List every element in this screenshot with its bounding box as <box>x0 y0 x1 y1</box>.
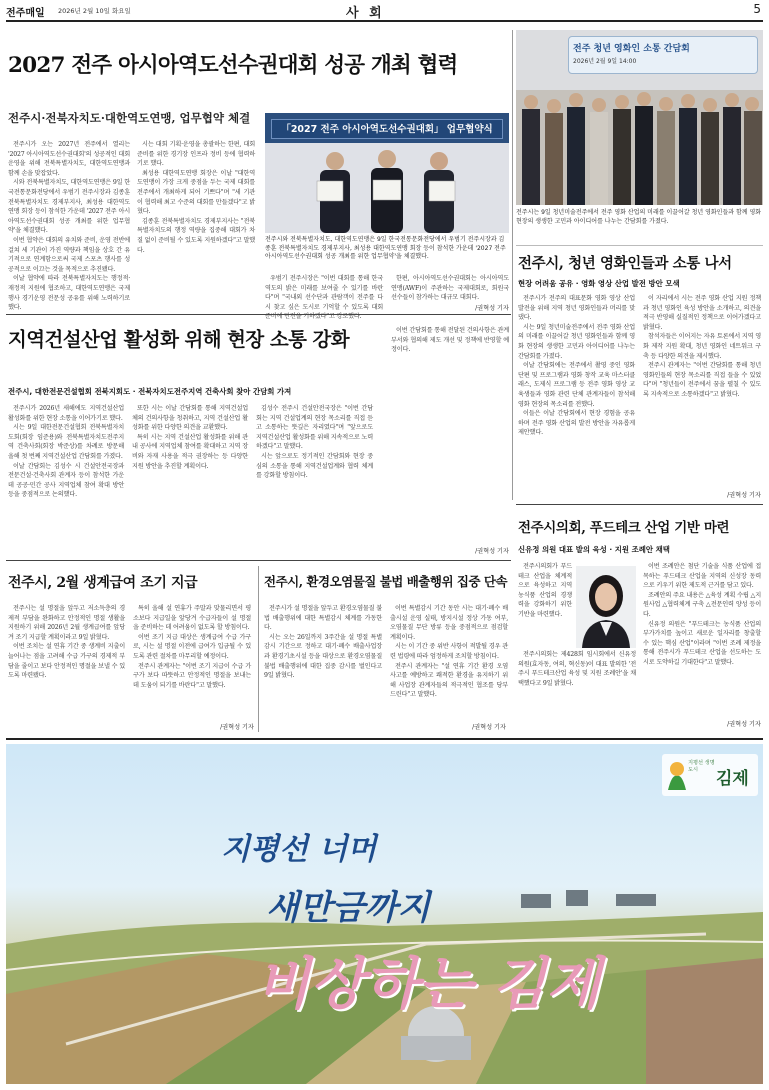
group-of-people <box>516 80 763 205</box>
article-body-col-2: 시는 대회 기획·운영을 총괄하는 한편, 대회 준비를 위한 경기장 인프라 정비 등에 협력하기로 했다. 최성용 대한역도연맹 회장은 이날 "대한역도연맹이 가장 크게 중점을 두는 국제 대회를 전주에서 개최하게 되어 기쁘다"며 "세 기관이 협력해 최고 수준의 대회를 만들겠다"고 밝혔다. 김종훈 전북특별자치도 경제부지사는 "전북특별자치도의 행정 역량을 집중해 대회가 차질 없이 준비될 수 있도록 지원하겠다"고 말했다. <box>137 141 255 254</box>
logo-mark-icon <box>666 760 688 790</box>
byline: /권혁성 기자 <box>475 548 509 555</box>
byline: /권혁성 기자 <box>475 305 509 312</box>
article-body-col-1b: 전주시의회는 제428회 임시회에서 신유정 의원(효자동, 여의, 혁신동)이 대표 발의한 '전주시 푸드테크산업 육성 및 지원 조례안'을 채택했다고 9일 밝혔다. <box>518 651 636 687</box>
article-weightlifting <box>6 30 511 321</box>
subhead: 신유정 의원 대표 발의 육성 · 지원 조례안 채택 <box>518 545 670 554</box>
page-number: 5 <box>753 2 761 16</box>
article-body-col-2: 이번 특별감시 기간 동안 시는 대기·폐수 배출시설 운영 실태, 방지시설 정상 가동 여부, 오염물질 무단 방류 등을 중점적으로 점검할 계획이다. 시는 이 기간 중 위반 사항이 적발될 경우 관련 법령에 따라 엄정하게 조치할 방침이다. 전주시 관계자는 "설 연휴 기간 환경 오염 사고를 예방하고 쾌적한 환경을 유지하기 위해 사업장 관계자들의 적극적인 협조를 당부드린다"고 말했다. <box>390 605 508 699</box>
article-body-col-1: 전주시가 전주의 대표문화 영화 영상 산업 발전을 위해 지역 청년 영화인들과 머리를 맞댔다. 시는 9일 청년미술전주에서 전주 영화 산업의 미래를 이끌어갈 청년 영화인들과 함께 영화 현장의 생생한 고민과 아이디어를 나누는 간담회를 가졌다. 이날 간담회에는 전주에서 촬영 중인 영화 단편 및 프로그램과 영화 창작 교육 마스터클래스, 도제식 프로그램 등 전주 영화 영상 교육생들과 영화 관련 단체 관계자들이 참석해 영화 현장의 목소리를 전했다. 이들은 이날 간담회에서 현장 경험을 공유하며 전주 영화 산업의 발전 방안을 자유롭게 제안했다. <box>518 295 635 437</box>
article-film <box>516 30 763 500</box>
issue-date: 2026년 2월 10일 화요일 <box>58 7 131 15</box>
councillor-portrait <box>576 566 636 648</box>
subhead: 전주시·전북자치도·대한역도연맹, 업무협약 체결 <box>8 111 251 125</box>
headline: 전주시, 청년 영화인들과 소통 나서 <box>518 255 732 272</box>
article-environment <box>262 562 512 732</box>
portrait-figure <box>576 566 636 648</box>
photo-banner: 전주 청년 영화인 소통 간담회 2026년 2월 9일 14:00 <box>568 36 758 74</box>
article-body-col-1: 전주시는 설 명절을 앞두고 저소득층의 경제적 부담을 완화하고 안정적인 명절 생활을 지원하기 위해 2026년 2월 생계급여를 앞당겨 조기 지급할 계획이라고 9일 밝혔다. 이번 조치는 설 연휴 기간 중 생계비 지출이 늘어나는 점을 고려해 수급 가구의 경제적 부담을 줄이고 보다 안정적인 명절을 보낼 수 있도록 마련됐다. <box>8 605 125 680</box>
photo-banner: 「2027 전주 아시아역도선수권대회」 업무협약식 <box>271 119 503 139</box>
byline: /권혁성 기자 <box>727 492 761 499</box>
headline: 전주시, 환경오염물질 불법 배출행위 집중 단속 <box>264 574 508 589</box>
headline: 지역건설산업 활성화 위해 현장 소통 강화 <box>8 328 349 351</box>
slogan-line-1: 지평선 너머 <box>221 832 377 867</box>
photo-caption: 전주시는 9일 청년미술전주에서 전주 영화 산업의 미래를 이끌어갈 청년 영화인들과 함께 영화 현장의 생생한 고민과 아이디어를 나누는 간담회를 가졌다. <box>516 209 762 225</box>
headline: 2027 전주 아시아역도선수권대회 성공 개최 협력 <box>8 53 458 78</box>
film-meeting-photo <box>516 30 763 205</box>
headline: 전주시의회, 푸드테크 산업 기반 마련 <box>518 520 730 536</box>
slogan-line-2: 새만금까지 <box>266 888 431 928</box>
gimje-logo <box>662 754 758 796</box>
article-body-col-3: 우범기 전주시장은 "이번 대회를 통해 한국 역도의 밝은 미래를 보여줄 수 있기를 바란다"며 "국내외 선수단과 관람객이 전주를 다시 찾고 싶은 도시로 기억할 수 있도록 대회 준비에 만전을 기하겠다"고 강조했다. <box>265 275 383 321</box>
logo-tagline: 지평선 생명도시 <box>688 760 715 773</box>
section-name: 사 회 <box>346 6 385 21</box>
article-body-col-1: 전주시의회가 푸드테크 산업을 체계적으로 육성하고 지역 농식품 산업의 경쟁력을 강화하기 위한 기반을 마련했다. <box>518 563 572 618</box>
article-body-col-2: 특히 올해 설 연휴가 주말과 맞물리면서 평소보다 지급일을 앞당겨 수급자들이 설 명절을 준비하는 데 어려움이 없도록 할 방침이다. 이번 조기 지급 대상은 생계급여 수급 가구로, 시는 설 명절 이전에 급여가 입금될 수 있도록 관련 절차를 마무리할 예정이다. 전주시 관계자는 "이번 조기 지급이 수급 가구가 보다 따뜻하고 안정적인 명절을 보내는 데 도움이 되기를 바란다"고 말했다. <box>133 605 251 689</box>
signing-ceremony-photo <box>265 113 509 233</box>
subhead: 전주시, 대한전문건설협회 전북지회도 · 전북자치도전주지역 건축사회 찾아 간담회 가져 <box>8 387 292 396</box>
headline: 전주시, 2월 생계급여 조기 지급 <box>8 575 198 591</box>
article-body-col-4: 이번 간담회를 통해 전달된 건의사항은 관계 부서와 협의해 제도 개선 및 정책에 반영할 예정이다. <box>391 327 509 354</box>
article-body-col-2: 이번 조례안은 첨단 기술을 식품 산업에 접목하는 푸드테크 산업을 지역의 신성장 동력으로 키우기 위한 제도적 근거를 담고 있다. 조례안의 주요 내용은 △육성 계획 수립 △지원사업 △협력체계 구축 △전문인력 양성 등이다. 신유정 의원은 "푸드테크는 농식품 산업의 부가가치를 높이고 새로운 일자리를 창출할 수 있는 핵심 산업"이라며 "이번 조례 제정을 통해 전주시가 푸드테크 산업을 선도하는 도시로 도약하길 기대한다"고 말했다. <box>643 563 761 666</box>
article-construction <box>6 316 511 556</box>
byline: /권혁성 기자 <box>220 724 254 731</box>
article-body-col-4: 한편, 아시아역도선수권대회는 아시아역도연맹(AWF)이 주관하는 국제대회로, 회원국 선수들이 참가하는 대규모 대회다. <box>391 275 509 302</box>
logo-city-name: 김제 <box>716 769 749 789</box>
signatories-figures <box>265 143 509 233</box>
paper-name: 전주매일 <box>6 8 45 19</box>
article-body-col-3: 김성수 전주시 건설안전국장은 "이번 간담회는 지역 건설업계의 현장 목소리를 직접 듣고 소통하는 뜻깊은 자리였다"며 "앞으로도 지역건설산업 활성화를 위해 지속적으로 노력하겠다"고 말했다. 시는 앞으로도 정기적인 간담회와 현장 중심의 소통을 통해 지역건설업계와 협력 체계를 강화할 방침이다. <box>256 405 373 480</box>
masthead <box>6 0 763 22</box>
article-body-col-1: 전주시가 2026년 새해에도 지역건설산업 활성화를 위한 현장 소통을 이어가기로 했다. 시는 9일 대한전문건설협회 전북특별자치도회(회장 임준용)와 전북특별자치도전주지역 건축사회(회장 박준상)를 차례로 방문해 올해 첫 번째 지역건설산업 간담회를 가졌다. 이날 간담회는 김성수 시 건설안전국장과 전문건설·건축사회 관계자 등이 참석한 가운데 공공·민간 공사 지역업체 참여 확대 방안 등을 중점적으로 논의했다. <box>8 405 124 499</box>
article-body-col-1: 전주시가 설 명절을 앞두고 환경오염물질 불법 배출행위에 대한 특별감시 체계를 가동한다. 시는 오는 26일까지 3주간을 설 명절 특별 감시 기간으로 정하고 대기·폐수 배출사업장과 환경기초시설 등을 대상으로 환경오염물질 불법 배출행위에 대한 집중 감시를 벌인다고 9일 밝혔다. <box>264 605 382 680</box>
subhead: 현장 어려움 공유 · 영화 영상 산업 발전 방안 모색 <box>518 279 680 288</box>
article-body-col-2: 이 자리에서 시는 전주 영화 산업 지원 정책과 청년 영화인 육성 방안을 소개하고, 의견을 적극 반영해 실질적인 정책으로 이어가겠다고 밝혔다. 참석자들은 이어지는 자유 토론에서 지역 영화 제작 지원 확대, 청년 영화인 네트워크 구축 등 다양한 의견을 제시했다. 전주시 관계자는 "이번 간담회를 통해 청년 영화인들의 현장 목소리를 직접 들을 수 있었다"며 "청년들이 전주에서 꿈을 펼칠 수 있도록 지속적으로 소통하겠다"고 밝혔다. <box>643 295 761 398</box>
article-body-col-2: 또한 시는 이날 간담회를 통해 지역건설업체의 건의사항을 청취하고, 지역 건설산업 활성화를 위한 다양한 의견을 교환했다. 특히 시는 지역 건설산업 활성화를 위해 관내 공사에 지역업체 참여를 확대하고 지역 장비와 자재 사용을 적극 권장하는 등 다양한 지원 방안을 추진할 계획이다. <box>132 405 248 470</box>
article-body-col-1: 전주시가 오는 2027년 전주에서 열리는 '2027 아시아역도선수권대회'의 성공적인 대회 운영을 위해 전북특별자치도, 대한역도연맹과 함께 손을 맞잡았다. 시와 전북특별자치도, 대한역도연맹은 9일 한국전통문화전당에서 우범기 전주시장과 김종훈 전북특별자치도 경제부지사, 최성용 대한역도연맹 회장 등이 참석한 가운데 '2027 전주 아시아역도선수권대회 성공 개최를 위한 업무협약'을 체결했다. 이번 협약은 대회의 유치와 준비, 운영 전반에 걸쳐 세 기관이 가진 역량과 책임을 상호 간 유기적으로 연계함으로써 국제 스포츠 행사를 성공적으로 이끄는 것을 목적으로 추진됐다. 이날 협약에 따라 전북특별자치도는 행정적·재정적 지원에 협조하고, 대한역도연맹은 국제행사 경기운영 전문성 공유를 위해 노력하기로 했다. <box>8 141 130 312</box>
article-livelihood-benefit <box>6 562 256 732</box>
byline: /권혁성 기자 <box>472 724 506 731</box>
slogan-line-3: 비상하는 김제 <box>256 951 601 1017</box>
photo-caption: 전주시와 전북특별자치도, 대한역도연맹은 9일 한국전통문화전당에서 우범기 전주시장과 김종훈 전북특별자치도 경제부지사, 최성용 대한역도연맹 회장 등이 참석한 가운데 '2027 전주 아시아역도선수권대회 성공 개최를 위한 업무협약'을 체결했다. <box>265 236 506 261</box>
byline: /권혁성 기자 <box>727 721 761 728</box>
article-foodtech <box>516 506 763 730</box>
gimje-advertisement <box>6 744 763 1084</box>
